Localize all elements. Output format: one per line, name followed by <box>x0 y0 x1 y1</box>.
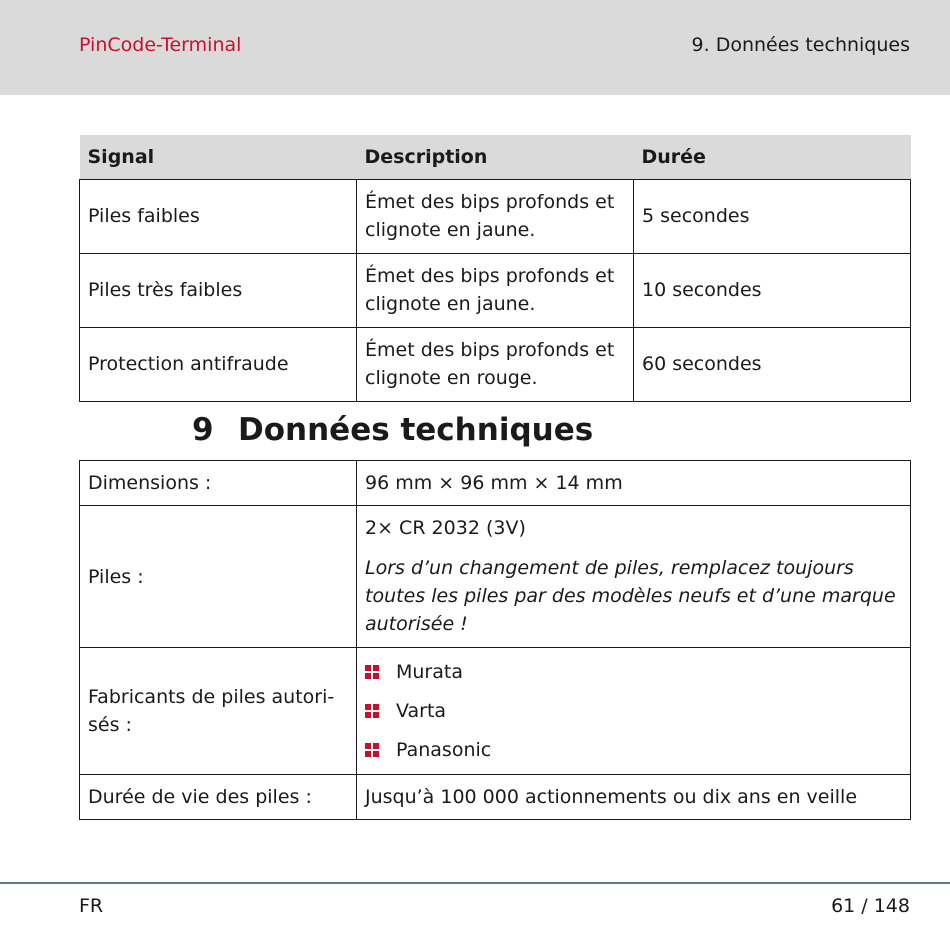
manufacturer-name: Varta <box>396 700 447 722</box>
list-item <box>365 692 902 731</box>
column-header-duree: Durée <box>634 135 911 179</box>
manufacturer-list <box>365 653 902 770</box>
fabricants-value <box>357 648 911 775</box>
piles-spec: 2× CR 2032 (3V) <box>365 517 526 539</box>
footer-language: FR <box>79 895 104 917</box>
fabricants-label: Fabricants de piles autori-sés : <box>80 648 357 775</box>
dimensions-label: Dimensions : <box>80 461 357 506</box>
red-four-square-bullet-icon <box>365 704 379 718</box>
page-number: 61 / 148 <box>831 895 910 917</box>
manufacturer-name: Murata <box>396 661 463 683</box>
signal-cell: Protection antifraude <box>80 327 357 401</box>
red-four-square-bullet-icon <box>365 743 379 757</box>
piles-value <box>357 506 911 648</box>
duration-cell: 60 secondes <box>634 327 911 401</box>
signal-cell: Piles très faibles <box>80 253 357 327</box>
table-row <box>80 648 911 775</box>
duration-cell: 5 secondes <box>634 179 911 253</box>
table-header-row <box>80 135 911 179</box>
dimensions-value: 96 mm × 96 mm × 14 mm <box>357 461 911 506</box>
table-row <box>80 327 911 401</box>
description-cell: Émet des bips profonds et clignote en rouge. <box>357 327 634 401</box>
section-heading <box>192 412 593 448</box>
column-header-description: Description <box>357 135 634 179</box>
table-row <box>80 179 911 253</box>
table-row <box>80 253 911 327</box>
table-row <box>80 775 911 820</box>
signal-cell: Piles faibles <box>80 179 357 253</box>
manufacturer-name: Panasonic <box>396 739 492 761</box>
section-number: 9 <box>192 412 214 448</box>
table-row <box>80 461 911 506</box>
column-header-signal: Signal <box>80 135 357 179</box>
duration-cell: 10 secondes <box>634 253 911 327</box>
page-header <box>0 0 950 95</box>
chapter-title: 9. Données techniques <box>691 34 910 56</box>
footer-divider <box>0 882 950 884</box>
red-four-square-bullet-icon <box>365 665 379 679</box>
piles-label: Piles : <box>80 506 357 648</box>
battery-life-value: Jusqu’à 100 000 actionnements ou dix ans en veille <box>357 775 911 820</box>
description-cell: Émet des bips profonds et clignote en jaune. <box>357 253 634 327</box>
description-cell: Émet des bips profonds et clignote en jaune. <box>357 179 634 253</box>
list-item <box>365 731 902 770</box>
table-row <box>80 506 911 648</box>
section-title: Données techniques <box>238 412 594 448</box>
piles-warning-note: Lors d’un changement de piles, remplacez toujours toutes les piles par des modèles neufs et d’une marque autorisée ! <box>365 557 896 635</box>
document-title: PinCode-Terminal <box>79 34 242 56</box>
list-item <box>365 653 902 692</box>
technical-data-table <box>79 460 911 820</box>
signal-table <box>79 135 911 402</box>
battery-life-label: Durée de vie des piles : <box>80 775 357 820</box>
